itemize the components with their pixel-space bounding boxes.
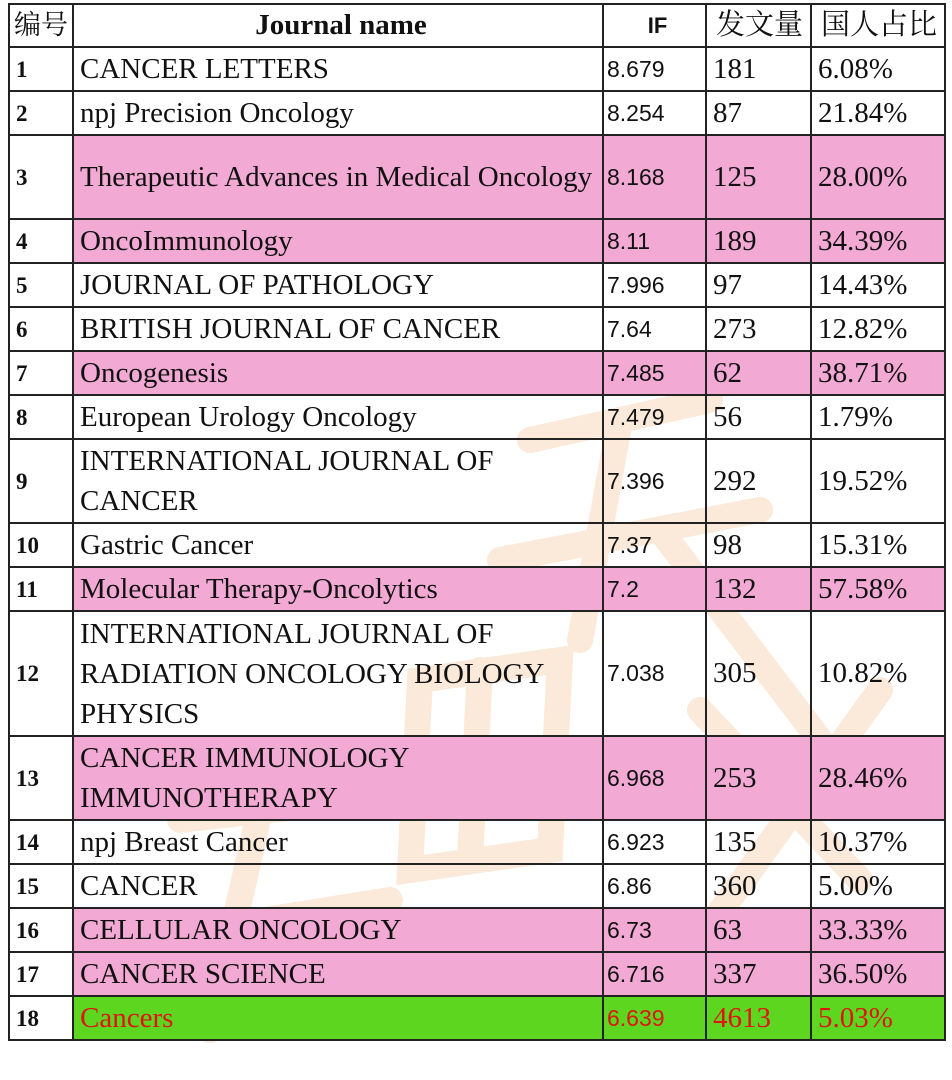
impact-factor-cell: 6.86: [603, 864, 706, 908]
table-row: [9, 864, 945, 908]
chinese-ratio-cell: 14.43%: [811, 263, 945, 307]
table-row: [9, 47, 945, 91]
journal-name-cell: npj Breast Cancer: [73, 820, 603, 864]
chinese-ratio-cell: 34.39%: [811, 219, 945, 263]
impact-factor-cell: 6.968: [603, 736, 706, 820]
table-row: [9, 219, 945, 263]
table-row: [9, 263, 945, 307]
chinese-ratio-cell: 57.58%: [811, 567, 945, 611]
header-publication-count: 发文量: [706, 4, 811, 47]
table-row: [9, 952, 945, 996]
impact-factor-cell: 8.679: [603, 47, 706, 91]
publication-count-cell: 273: [706, 307, 811, 351]
chinese-ratio-cell: 33.33%: [811, 908, 945, 952]
chinese-ratio-cell: 21.84%: [811, 91, 945, 135]
publication-count-cell: 337: [706, 952, 811, 996]
journal-name-cell: Gastric Cancer: [73, 523, 603, 567]
table-row: [9, 611, 945, 736]
impact-factor-cell: 7.396: [603, 439, 706, 523]
journal-name-cell: INTERNATIONAL JOURNAL OF CANCER: [73, 439, 603, 523]
journal-name-cell: Therapeutic Advances in Medical Oncology: [73, 135, 603, 219]
impact-factor-cell: 7.485: [603, 351, 706, 395]
journal-name-cell: BRITISH JOURNAL OF CANCER: [73, 307, 603, 351]
journal-name-cell: CANCER: [73, 864, 603, 908]
table-row: [9, 736, 945, 820]
journal-name-cell: CELLULAR ONCOLOGY: [73, 908, 603, 952]
impact-factor-cell: 6.73: [603, 908, 706, 952]
publication-count-cell: 56: [706, 395, 811, 439]
row-number: 5: [9, 263, 73, 307]
journal-name-cell: Oncogenesis: [73, 351, 603, 395]
journal-name-cell: npj Precision Oncology: [73, 91, 603, 135]
table-row: [9, 523, 945, 567]
row-number: 1: [9, 47, 73, 91]
table-row: [9, 307, 945, 351]
header-chinese-ratio: 国人占比: [811, 4, 945, 47]
journal-name-cell: CANCER IMMUNOLOGY IMMUNOTHERAPY: [73, 736, 603, 820]
chinese-ratio-cell: 15.31%: [811, 523, 945, 567]
journal-name-cell: CANCER LETTERS: [73, 47, 603, 91]
journal-name-cell: OncoImmunology: [73, 219, 603, 263]
chinese-ratio-cell: 12.82%: [811, 307, 945, 351]
impact-factor-cell: 6.716: [603, 952, 706, 996]
chinese-ratio-cell: 6.08%: [811, 47, 945, 91]
row-number: 16: [9, 908, 73, 952]
chinese-ratio-cell: 19.52%: [811, 439, 945, 523]
table-row: [9, 395, 945, 439]
journal-name-cell: Cancers: [73, 996, 603, 1040]
impact-factor-cell: 6.639: [603, 996, 706, 1040]
row-number: 12: [9, 611, 73, 736]
row-number: 13: [9, 736, 73, 820]
chinese-ratio-cell: 38.71%: [811, 351, 945, 395]
journal-name-cell: CANCER SCIENCE: [73, 952, 603, 996]
row-number: 2: [9, 91, 73, 135]
row-number: 3: [9, 135, 73, 219]
table-row: [9, 351, 945, 395]
chinese-ratio-cell: 10.37%: [811, 820, 945, 864]
impact-factor-cell: 8.254: [603, 91, 706, 135]
table-row: [9, 91, 945, 135]
publication-count-cell: 4613: [706, 996, 811, 1040]
table-row: [9, 135, 945, 219]
row-number: 9: [9, 439, 73, 523]
row-number: 6: [9, 307, 73, 351]
journal-table: [8, 3, 946, 1041]
publication-count-cell: 181: [706, 47, 811, 91]
chinese-ratio-cell: 36.50%: [811, 952, 945, 996]
publication-count-cell: 305: [706, 611, 811, 736]
header-row: [9, 4, 945, 47]
impact-factor-cell: 7.37: [603, 523, 706, 567]
header-number: 编号: [9, 4, 73, 47]
chinese-ratio-cell: 5.00%: [811, 864, 945, 908]
impact-factor-cell: 7.2: [603, 567, 706, 611]
impact-factor-cell: 8.11: [603, 219, 706, 263]
table-row: [9, 439, 945, 523]
publication-count-cell: 132: [706, 567, 811, 611]
row-number: 11: [9, 567, 73, 611]
row-number: 15: [9, 864, 73, 908]
impact-factor-cell: 7.64: [603, 307, 706, 351]
table-row: [9, 908, 945, 952]
row-number: 18: [9, 996, 73, 1040]
impact-factor-cell: 6.923: [603, 820, 706, 864]
publication-count-cell: 63: [706, 908, 811, 952]
publication-count-cell: 292: [706, 439, 811, 523]
publication-count-cell: 253: [706, 736, 811, 820]
journal-name-cell: Molecular Therapy-Oncolytics: [73, 567, 603, 611]
publication-count-cell: 98: [706, 523, 811, 567]
header-impact-factor: IF: [603, 4, 706, 47]
journal-name-cell: INTERNATIONAL JOURNAL OF RADIATION ONCOLOGY BIOLOGY PHYSICS: [73, 611, 603, 736]
publication-count-cell: 360: [706, 864, 811, 908]
chinese-ratio-cell: 28.00%: [811, 135, 945, 219]
row-number: 7: [9, 351, 73, 395]
chinese-ratio-cell: 10.82%: [811, 611, 945, 736]
row-number: 10: [9, 523, 73, 567]
publication-count-cell: 97: [706, 263, 811, 307]
publication-count-cell: 135: [706, 820, 811, 864]
chinese-ratio-cell: 5.03%: [811, 996, 945, 1040]
impact-factor-cell: 7.479: [603, 395, 706, 439]
publication-count-cell: 62: [706, 351, 811, 395]
row-number: 14: [9, 820, 73, 864]
table-row: [9, 567, 945, 611]
chinese-ratio-cell: 28.46%: [811, 736, 945, 820]
row-number: 4: [9, 219, 73, 263]
chinese-ratio-cell: 1.79%: [811, 395, 945, 439]
row-number: 8: [9, 395, 73, 439]
impact-factor-cell: 7.996: [603, 263, 706, 307]
header-journal-name: Journal name: [73, 4, 603, 47]
journal-name-cell: European Urology Oncology: [73, 395, 603, 439]
table-row: [9, 820, 945, 864]
table-row: [9, 996, 945, 1040]
publication-count-cell: 189: [706, 219, 811, 263]
row-number: 17: [9, 952, 73, 996]
impact-factor-cell: 8.168: [603, 135, 706, 219]
publication-count-cell: 87: [706, 91, 811, 135]
publication-count-cell: 125: [706, 135, 811, 219]
journal-name-cell: JOURNAL OF PATHOLOGY: [73, 263, 603, 307]
impact-factor-cell: 7.038: [603, 611, 706, 736]
